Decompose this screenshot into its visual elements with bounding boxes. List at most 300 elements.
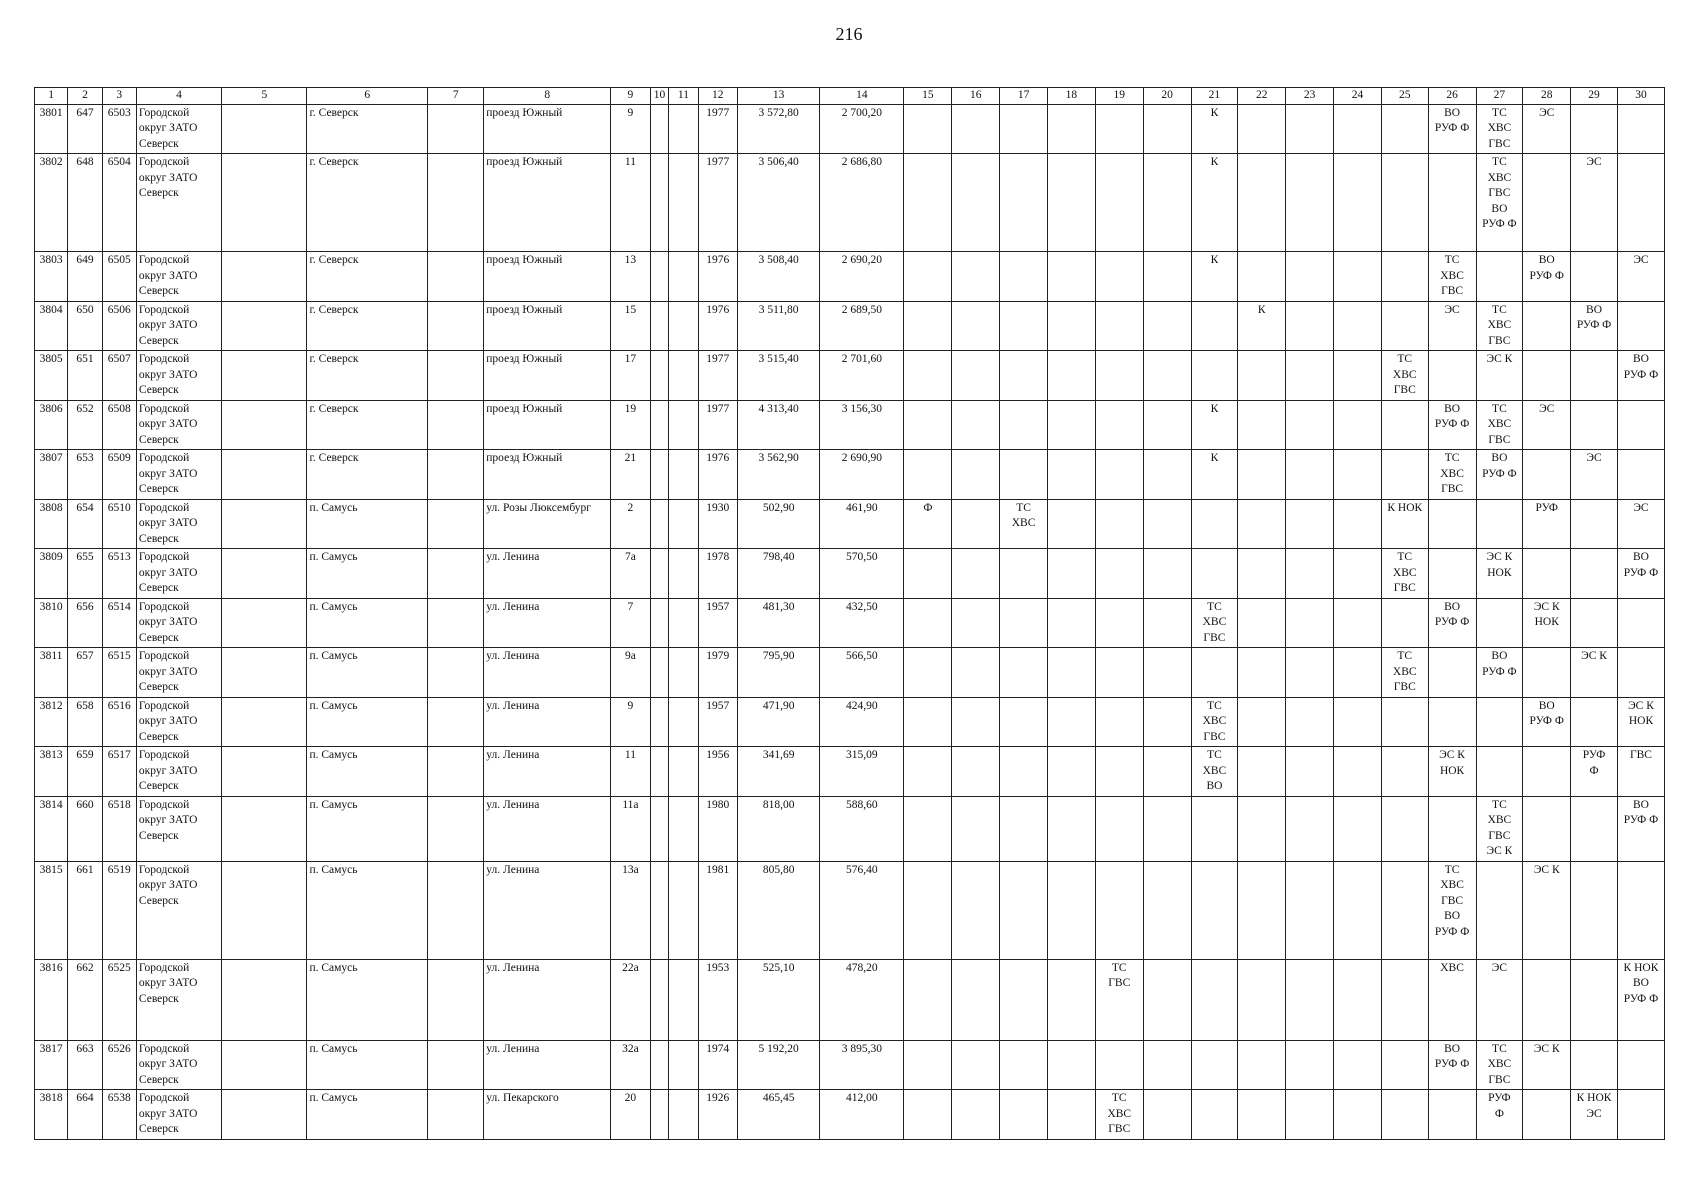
table-cell-col-10 — [650, 598, 669, 648]
table-cell-col-18 — [1048, 252, 1096, 302]
column-header: 20 — [1143, 88, 1191, 105]
table-cell-col-16 — [952, 301, 1000, 351]
table-row — [35, 1040, 1665, 1090]
table-cell-col-23 — [1286, 1090, 1334, 1140]
housing-registry-table — [34, 87, 1665, 1140]
table-cell-col-4: Городской округ ЗАТО Северск — [136, 697, 221, 747]
table-cell-col-11 — [669, 861, 698, 959]
table-cell-col-22 — [1238, 154, 1286, 252]
table-cell-col-5 — [222, 1090, 307, 1140]
table-cell-col-24 — [1334, 598, 1382, 648]
table-cell-col-24 — [1334, 301, 1382, 351]
table-cell-col-13: 465,45 — [738, 1090, 820, 1140]
table-cell-col-25 — [1381, 1090, 1428, 1140]
table-cell-col-19 — [1095, 796, 1143, 861]
table-cell-col-27: ТС ХВС ГВС — [1476, 301, 1523, 351]
table-cell-col-26: ВО РУФ Ф — [1428, 104, 1476, 154]
table-cell-col-10 — [650, 1090, 669, 1140]
table-cell-col-14: 570,50 — [820, 549, 904, 599]
table-cell-col-5 — [222, 861, 307, 959]
table-cell-col-29 — [1571, 697, 1618, 747]
table-row — [35, 154, 1665, 252]
table-cell-col-19 — [1095, 697, 1143, 747]
table-cell-col-22 — [1238, 499, 1286, 549]
table-cell-col-30 — [1617, 1090, 1664, 1140]
table-cell-col-19 — [1095, 861, 1143, 959]
table-cell-col-7 — [428, 1040, 484, 1090]
table-cell-col-14: 2 700,20 — [820, 104, 904, 154]
table-cell-col-11 — [669, 549, 698, 599]
table-cell-col-2: 659 — [68, 747, 102, 797]
table-cell-col-28 — [1523, 154, 1571, 252]
table-cell-col-14: 412,00 — [820, 1090, 904, 1140]
table-cell-col-9: 9 — [611, 104, 651, 154]
table-cell-col-15 — [904, 154, 952, 252]
table-cell-col-27 — [1476, 598, 1523, 648]
table-cell-col-25 — [1381, 104, 1428, 154]
table-cell-col-12: 1957 — [698, 697, 738, 747]
table-cell-col-19 — [1095, 104, 1143, 154]
column-header: 15 — [904, 88, 952, 105]
table-cell-col-14: 588,60 — [820, 796, 904, 861]
table-cell-col-23 — [1286, 154, 1334, 252]
table-cell-col-2: 655 — [68, 549, 102, 599]
table-cell-col-16 — [952, 747, 1000, 797]
table-cell-col-9: 32а — [611, 1040, 651, 1090]
table-cell-col-5 — [222, 450, 307, 500]
table-cell-col-17 — [1000, 1090, 1048, 1140]
table-cell-col-17 — [1000, 301, 1048, 351]
table-cell-col-19 — [1095, 747, 1143, 797]
table-cell-col-18 — [1048, 154, 1096, 252]
table-cell-col-15 — [904, 351, 952, 401]
table-cell-col-23 — [1286, 400, 1334, 450]
table-cell-col-10 — [650, 697, 669, 747]
table-cell-col-21: К — [1191, 104, 1238, 154]
table-cell-col-4: Городской округ ЗАТО Северск — [136, 252, 221, 302]
table-cell-col-25: ТС ХВС ГВС — [1381, 351, 1428, 401]
table-cell-col-21: К — [1191, 400, 1238, 450]
table-cell-col-29: ВО РУФ Ф — [1571, 301, 1618, 351]
table-cell-col-2: 647 — [68, 104, 102, 154]
table-cell-col-4: Городской округ ЗАТО Северск — [136, 351, 221, 401]
table-cell-col-13: 3 511,80 — [738, 301, 820, 351]
column-header: 22 — [1238, 88, 1286, 105]
table-cell-col-13: 525,10 — [738, 959, 820, 1040]
table-cell-col-6: г. Северск — [307, 104, 428, 154]
table-cell-col-8: ул. Ленина — [484, 697, 611, 747]
table-cell-col-15 — [904, 1040, 952, 1090]
table-cell-col-11 — [669, 747, 698, 797]
table-cell-col-3: 6509 — [102, 450, 136, 500]
table-cell-col-14: 2 690,90 — [820, 450, 904, 500]
table-cell-col-29 — [1571, 400, 1618, 450]
table-cell-col-6: г. Северск — [307, 154, 428, 252]
table-cell-col-27: ВО РУФ Ф — [1476, 648, 1523, 698]
table-cell-col-1: 3801 — [35, 104, 68, 154]
table-cell-col-29 — [1571, 598, 1618, 648]
table-cell-col-3: 6525 — [102, 959, 136, 1040]
table-row — [35, 549, 1665, 599]
table-cell-col-18 — [1048, 648, 1096, 698]
table-cell-col-30 — [1617, 301, 1664, 351]
table-cell-col-8: ул. Ленина — [484, 549, 611, 599]
table-cell-col-6: г. Северск — [307, 400, 428, 450]
table-cell-col-23 — [1286, 549, 1334, 599]
table-cell-col-25 — [1381, 796, 1428, 861]
table-cell-col-29: ЭС — [1571, 450, 1618, 500]
table-cell-col-14: 2 689,50 — [820, 301, 904, 351]
table-row — [35, 598, 1665, 648]
table-cell-col-25 — [1381, 747, 1428, 797]
table-cell-col-17 — [1000, 400, 1048, 450]
table-cell-col-22 — [1238, 861, 1286, 959]
table-cell-col-13: 3 515,40 — [738, 351, 820, 401]
table-cell-col-13: 818,00 — [738, 796, 820, 861]
table-cell-col-6: п. Самусь — [307, 648, 428, 698]
table-cell-col-29 — [1571, 549, 1618, 599]
table-cell-col-23 — [1286, 747, 1334, 797]
table-cell-col-10 — [650, 648, 669, 698]
table-cell-col-23 — [1286, 450, 1334, 500]
table-cell-col-6: п. Самусь — [307, 697, 428, 747]
table-cell-col-10 — [650, 747, 669, 797]
table-cell-col-11 — [669, 796, 698, 861]
table-cell-col-9: 19 — [611, 400, 651, 450]
table-cell-col-23 — [1286, 252, 1334, 302]
column-number-row — [35, 88, 1665, 105]
table-cell-col-2: 649 — [68, 252, 102, 302]
table-row — [35, 104, 1665, 154]
table-cell-col-5 — [222, 959, 307, 1040]
table-cell-col-22 — [1238, 549, 1286, 599]
table-cell-col-21 — [1191, 351, 1238, 401]
table-cell-col-19 — [1095, 154, 1143, 252]
table-cell-col-27: ТС ХВС ГВС — [1476, 104, 1523, 154]
table-cell-col-24 — [1334, 648, 1382, 698]
table-row — [35, 648, 1665, 698]
table-cell-col-12: 1977 — [698, 104, 738, 154]
table-cell-col-27 — [1476, 861, 1523, 959]
table-cell-col-3: 6516 — [102, 697, 136, 747]
table-cell-col-1: 3812 — [35, 697, 68, 747]
table-cell-col-9: 17 — [611, 351, 651, 401]
table-cell-col-26 — [1428, 1090, 1476, 1140]
table-cell-col-8: ул. Ленина — [484, 796, 611, 861]
table-cell-col-16 — [952, 959, 1000, 1040]
table-cell-col-4: Городской округ ЗАТО Северск — [136, 104, 221, 154]
table-cell-col-10 — [650, 1040, 669, 1090]
table-cell-col-9: 7а — [611, 549, 651, 599]
table-cell-col-2: 657 — [68, 648, 102, 698]
table-cell-col-8: ул. Ленина — [484, 861, 611, 959]
table-cell-col-2: 653 — [68, 450, 102, 500]
table-cell-col-26: ВО РУФ Ф — [1428, 400, 1476, 450]
table-cell-col-20 — [1143, 549, 1191, 599]
table-cell-col-20 — [1143, 301, 1191, 351]
table-cell-col-30: ВО РУФ Ф — [1617, 351, 1664, 401]
table-cell-col-27: ЭС К НОК — [1476, 549, 1523, 599]
table-cell-col-5 — [222, 499, 307, 549]
table-cell-col-7 — [428, 450, 484, 500]
table-cell-col-7 — [428, 499, 484, 549]
column-header: 18 — [1048, 88, 1096, 105]
table-cell-col-5 — [222, 796, 307, 861]
table-cell-col-16 — [952, 1040, 1000, 1090]
table-row — [35, 1090, 1665, 1140]
table-cell-col-30: ВО РУФ Ф — [1617, 796, 1664, 861]
table-cell-col-6: п. Самусь — [307, 598, 428, 648]
table-cell-col-7 — [428, 400, 484, 450]
column-header: 11 — [669, 88, 698, 105]
table-cell-col-30: ЭС — [1617, 499, 1664, 549]
table-cell-col-15 — [904, 400, 952, 450]
table-cell-col-7 — [428, 252, 484, 302]
table-cell-col-12: 1930 — [698, 499, 738, 549]
table-cell-col-2: 651 — [68, 351, 102, 401]
table-cell-col-29 — [1571, 796, 1618, 861]
table-cell-col-4: Городской округ ЗАТО Северск — [136, 648, 221, 698]
table-cell-col-16 — [952, 450, 1000, 500]
table-cell-col-19 — [1095, 400, 1143, 450]
column-header: 1 — [35, 88, 68, 105]
table-cell-col-11 — [669, 697, 698, 747]
table-cell-col-7 — [428, 747, 484, 797]
table-cell-col-24 — [1334, 104, 1382, 154]
table-cell-col-2: 661 — [68, 861, 102, 959]
table-cell-col-15 — [904, 450, 952, 500]
column-header: 13 — [738, 88, 820, 105]
table-cell-col-3: 6506 — [102, 301, 136, 351]
table-cell-col-2: 664 — [68, 1090, 102, 1140]
table-cell-col-8: проезд Южный — [484, 252, 611, 302]
table-cell-col-26 — [1428, 499, 1476, 549]
table-cell-col-19 — [1095, 252, 1143, 302]
table-cell-col-30: К НОК ВО РУФ Ф — [1617, 959, 1664, 1040]
table-cell-col-1: 3806 — [35, 400, 68, 450]
table-cell-col-30 — [1617, 648, 1664, 698]
table-cell-col-21: ТС ХВС ГВС — [1191, 598, 1238, 648]
table-cell-col-19: ТС ГВС — [1095, 959, 1143, 1040]
table-cell-col-17 — [1000, 697, 1048, 747]
table-cell-col-29: ЭС — [1571, 154, 1618, 252]
table-cell-col-28: ЭС К — [1523, 861, 1571, 959]
table-cell-col-14: 3 156,30 — [820, 400, 904, 450]
table-cell-col-14: 566,50 — [820, 648, 904, 698]
table-cell-col-17 — [1000, 549, 1048, 599]
table-cell-col-28: ВО РУФ Ф — [1523, 697, 1571, 747]
table-cell-col-7 — [428, 301, 484, 351]
table-cell-col-3: 6510 — [102, 499, 136, 549]
table-cell-col-27: ТС ХВС ГВС ВО РУФ Ф — [1476, 154, 1523, 252]
table-cell-col-1: 3803 — [35, 252, 68, 302]
table-cell-col-23 — [1286, 796, 1334, 861]
table-cell-col-6: п. Самусь — [307, 959, 428, 1040]
table-cell-col-6: г. Северск — [307, 301, 428, 351]
table-cell-col-16 — [952, 796, 1000, 861]
table-cell-col-4: Городской округ ЗАТО Северск — [136, 1040, 221, 1090]
table-cell-col-8: ул. Ленина — [484, 648, 611, 698]
table-cell-col-12: 1974 — [698, 1040, 738, 1090]
table-cell-col-14: 576,40 — [820, 861, 904, 959]
table-cell-col-7 — [428, 648, 484, 698]
table-cell-col-4: Городской округ ЗАТО Северск — [136, 450, 221, 500]
column-header: 19 — [1095, 88, 1143, 105]
table-cell-col-21: ТС ХВС ВО — [1191, 747, 1238, 797]
table-cell-col-8: проезд Южный — [484, 104, 611, 154]
table-cell-col-21: ТС ХВС ГВС — [1191, 697, 1238, 747]
table-cell-col-22 — [1238, 450, 1286, 500]
table-cell-col-21 — [1191, 648, 1238, 698]
table-cell-col-27: ТС ХВС ГВС — [1476, 400, 1523, 450]
table-cell-col-13: 795,90 — [738, 648, 820, 698]
table-row — [35, 301, 1665, 351]
table-cell-col-23 — [1286, 861, 1334, 959]
table-cell-col-27 — [1476, 499, 1523, 549]
table-cell-col-1: 3807 — [35, 450, 68, 500]
column-header: 4 — [136, 88, 221, 105]
table-cell-col-3: 6505 — [102, 252, 136, 302]
table-cell-col-22 — [1238, 1040, 1286, 1090]
table-cell-col-17 — [1000, 959, 1048, 1040]
table-cell-col-10 — [650, 549, 669, 599]
table-cell-col-18 — [1048, 351, 1096, 401]
table-cell-col-24 — [1334, 861, 1382, 959]
table-cell-col-8: проезд Южный — [484, 400, 611, 450]
table-cell-col-11 — [669, 154, 698, 252]
table-cell-col-24 — [1334, 351, 1382, 401]
table-cell-col-8: ул. Ленина — [484, 959, 611, 1040]
table-cell-col-24 — [1334, 697, 1382, 747]
table-cell-col-28 — [1523, 549, 1571, 599]
table-cell-col-23 — [1286, 697, 1334, 747]
table-cell-col-30: ГВС — [1617, 747, 1664, 797]
table-cell-col-12: 1956 — [698, 747, 738, 797]
table-cell-col-26 — [1428, 648, 1476, 698]
table-cell-col-18 — [1048, 861, 1096, 959]
table-cell-col-6: п. Самусь — [307, 747, 428, 797]
table-cell-col-5 — [222, 549, 307, 599]
table-cell-col-6: п. Самусь — [307, 549, 428, 599]
table-cell-col-16 — [952, 104, 1000, 154]
table-cell-col-10 — [650, 104, 669, 154]
table-cell-col-3: 6517 — [102, 747, 136, 797]
table-cell-col-23 — [1286, 301, 1334, 351]
table-cell-col-13: 341,69 — [738, 747, 820, 797]
table-cell-col-12: 1977 — [698, 351, 738, 401]
column-header: 14 — [820, 88, 904, 105]
column-header: 28 — [1523, 88, 1571, 105]
table-cell-col-9: 11 — [611, 747, 651, 797]
table-cell-col-18 — [1048, 104, 1096, 154]
table-cell-col-28 — [1523, 450, 1571, 500]
table-cell-col-13: 3 572,80 — [738, 104, 820, 154]
table-cell-col-5 — [222, 400, 307, 450]
table-cell-col-20 — [1143, 1040, 1191, 1090]
table-cell-col-1: 3802 — [35, 154, 68, 252]
table-cell-col-26 — [1428, 549, 1476, 599]
table-cell-col-18 — [1048, 549, 1096, 599]
table-cell-col-28 — [1523, 648, 1571, 698]
table-cell-col-30 — [1617, 154, 1664, 252]
table-cell-col-21 — [1191, 959, 1238, 1040]
table-cell-col-4: Городской округ ЗАТО Северск — [136, 598, 221, 648]
table-cell-col-22 — [1238, 648, 1286, 698]
table-cell-col-5 — [222, 252, 307, 302]
column-header: 21 — [1191, 88, 1238, 105]
table-cell-col-19 — [1095, 598, 1143, 648]
table-cell-col-28 — [1523, 747, 1571, 797]
table-cell-col-17 — [1000, 450, 1048, 500]
table-cell-col-19 — [1095, 1040, 1143, 1090]
table-cell-col-12: 1977 — [698, 400, 738, 450]
table-cell-col-25 — [1381, 301, 1428, 351]
table-cell-col-10 — [650, 252, 669, 302]
table-cell-col-14: 2 686,80 — [820, 154, 904, 252]
table-cell-col-30: ЭС — [1617, 252, 1664, 302]
table-cell-col-20 — [1143, 861, 1191, 959]
table-cell-col-26: ЭС К НОК — [1428, 747, 1476, 797]
table-cell-col-11 — [669, 959, 698, 1040]
table-cell-col-28: ЭС — [1523, 400, 1571, 450]
table-cell-col-7 — [428, 697, 484, 747]
table-cell-col-17 — [1000, 1040, 1048, 1090]
table-cell-col-10 — [650, 400, 669, 450]
table-cell-col-27: РУФ Ф — [1476, 1090, 1523, 1140]
table-cell-col-4: Городской округ ЗАТО Северск — [136, 861, 221, 959]
table-cell-col-18 — [1048, 301, 1096, 351]
table-cell-col-1: 3813 — [35, 747, 68, 797]
table-cell-col-26 — [1428, 697, 1476, 747]
table-cell-col-20 — [1143, 252, 1191, 302]
table-body — [35, 104, 1665, 1139]
table-cell-col-8: проезд Южный — [484, 154, 611, 252]
table-cell-col-25 — [1381, 697, 1428, 747]
table-row — [35, 796, 1665, 861]
table-cell-col-25 — [1381, 252, 1428, 302]
table-cell-col-16 — [952, 861, 1000, 959]
table-cell-col-10 — [650, 796, 669, 861]
table-cell-col-22 — [1238, 104, 1286, 154]
table-cell-col-21: К — [1191, 450, 1238, 500]
table-cell-col-3: 6507 — [102, 351, 136, 401]
column-header: 16 — [952, 88, 1000, 105]
table-cell-col-27: ТС ХВС ГВС ЭС К — [1476, 796, 1523, 861]
table-cell-col-28: РУФ — [1523, 499, 1571, 549]
table-cell-col-12: 1977 — [698, 154, 738, 252]
table-cell-col-12: 1976 — [698, 301, 738, 351]
column-header: 7 — [428, 88, 484, 105]
table-cell-col-18 — [1048, 598, 1096, 648]
table-cell-col-1: 3814 — [35, 796, 68, 861]
table-cell-col-22 — [1238, 697, 1286, 747]
table-cell-col-29 — [1571, 499, 1618, 549]
table-cell-col-6: п. Самусь — [307, 499, 428, 549]
table-cell-col-5 — [222, 598, 307, 648]
table-cell-col-26: ВО РУФ Ф — [1428, 1040, 1476, 1090]
table-cell-col-30 — [1617, 450, 1664, 500]
table-cell-col-2: 658 — [68, 697, 102, 747]
table-cell-col-8: проезд Южный — [484, 301, 611, 351]
table-cell-col-16 — [952, 499, 1000, 549]
table-cell-col-15 — [904, 796, 952, 861]
table-cell-col-6: п. Самусь — [307, 1090, 428, 1140]
table-cell-col-16 — [952, 154, 1000, 252]
table-cell-col-27 — [1476, 252, 1523, 302]
table-cell-col-21 — [1191, 861, 1238, 959]
table-cell-col-9: 7 — [611, 598, 651, 648]
table-cell-col-18 — [1048, 697, 1096, 747]
